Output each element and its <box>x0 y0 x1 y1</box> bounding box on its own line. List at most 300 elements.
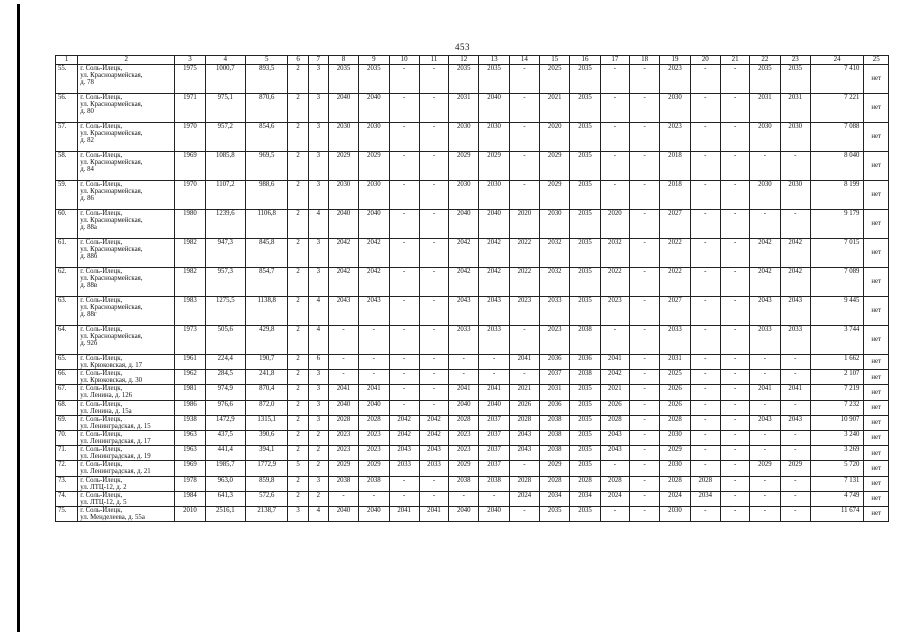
value-cell: - <box>389 297 419 326</box>
value-cell: - <box>630 94 660 123</box>
value-cell: - <box>389 326 419 355</box>
address-cell <box>78 476 175 491</box>
address-line: ул. Крюковская, д. 17 <box>80 362 143 370</box>
address-line: ул. Красноармейская, <box>80 304 143 312</box>
table-row <box>56 123 889 152</box>
value-cell: 2025 <box>540 65 570 94</box>
value-cell: 437,5 <box>205 430 245 445</box>
value-cell: 224,4 <box>205 355 245 370</box>
flag-cell: нет <box>864 415 889 430</box>
value-cell: 957,3 <box>205 268 245 297</box>
column-number-cell: 1 <box>56 56 78 65</box>
value-cell: 2023 <box>359 430 389 445</box>
value-cell: 2042 <box>780 268 810 297</box>
value-cell: 2037 <box>479 415 509 430</box>
address-line: г. Соль-Илецк, <box>80 446 123 454</box>
address-line: д. 84 <box>80 166 94 174</box>
value-cell: 2028 <box>359 415 389 430</box>
address-line: д. 88а <box>80 224 97 232</box>
value-cell: 2 <box>288 210 308 239</box>
value-cell: - <box>600 326 629 355</box>
value-cell: 2029 <box>660 446 690 461</box>
row-number: 70. <box>56 430 78 445</box>
value-cell: - <box>600 94 629 123</box>
value-cell: 2 <box>288 94 308 123</box>
value-cell: 2043 <box>449 297 479 326</box>
address-cell <box>78 326 175 355</box>
flag-cell: нет <box>864 385 889 400</box>
value-cell: 2043 <box>509 446 539 461</box>
value-cell: 1985,7 <box>205 461 245 476</box>
total-cost-cell: 7 410 <box>810 65 864 94</box>
row-number: 68. <box>56 400 78 415</box>
value-cell: 1982 <box>175 268 205 297</box>
value-cell: 2030 <box>660 94 690 123</box>
value-cell: - <box>449 355 479 370</box>
flag-cell: нет <box>864 355 889 370</box>
column-number-cell: 9 <box>359 56 389 65</box>
address-line: д. 92б <box>80 340 98 348</box>
value-cell: 2138,7 <box>246 506 288 521</box>
value-cell: - <box>690 326 720 355</box>
value-cell: 1978 <box>175 476 205 491</box>
value-cell: 2035 <box>570 239 600 268</box>
total-cost-cell: 3 744 <box>810 326 864 355</box>
total-cost-cell: 7 089 <box>810 268 864 297</box>
value-cell: - <box>509 181 539 210</box>
value-cell: - <box>690 65 720 94</box>
value-cell: - <box>690 430 720 445</box>
value-cell: 2038 <box>570 370 600 385</box>
value-cell: - <box>630 268 660 297</box>
value-cell: 2023 <box>328 430 358 445</box>
value-cell: 2030 <box>479 123 509 152</box>
total-cost-cell: 7 015 <box>810 239 864 268</box>
value-cell: - <box>750 506 780 521</box>
value-cell: 2042 <box>328 239 358 268</box>
value-cell: 2 <box>288 430 308 445</box>
table-row <box>56 65 889 94</box>
row-number: 67. <box>56 385 78 400</box>
value-cell: 859,8 <box>246 476 288 491</box>
value-cell: 572,6 <box>246 491 288 506</box>
value-cell: 4 <box>308 326 328 355</box>
value-cell: 2035 <box>359 65 389 94</box>
table-row <box>56 239 889 268</box>
value-cell: - <box>720 181 749 210</box>
table-row <box>56 506 889 521</box>
value-cell: 2030 <box>449 181 479 210</box>
table-row <box>56 370 889 385</box>
value-cell: - <box>720 430 749 445</box>
value-cell: 3 <box>308 370 328 385</box>
value-cell: - <box>720 210 749 239</box>
value-cell: - <box>509 94 539 123</box>
value-cell: 394,1 <box>246 446 288 461</box>
value-cell: - <box>600 181 629 210</box>
total-cost-cell: 9 445 <box>810 297 864 326</box>
address-line: ул. Ленинградская, д. 15 <box>80 422 151 430</box>
value-cell: 2024 <box>509 491 539 506</box>
value-cell: 2029 <box>449 152 479 181</box>
address-line: д. 88в <box>80 282 98 290</box>
address-cell <box>78 65 175 94</box>
row-number: 56. <box>56 94 78 123</box>
address-line: г. Соль-Илецк, <box>80 94 123 101</box>
address-cell <box>78 239 175 268</box>
value-cell: 2 <box>288 181 308 210</box>
value-cell: - <box>630 210 660 239</box>
row-number: 75. <box>56 506 78 521</box>
value-cell: 1973 <box>175 326 205 355</box>
column-number-cell: 12 <box>449 56 479 65</box>
column-number-cell: 17 <box>600 56 629 65</box>
value-cell: 2035 <box>328 65 358 94</box>
flag-cell: нет <box>864 65 889 94</box>
value-cell: 4 <box>308 210 328 239</box>
value-cell: 2028 <box>449 415 479 430</box>
column-number-cell: 7 <box>308 56 328 65</box>
value-cell: 976,6 <box>205 400 245 415</box>
value-cell: - <box>690 355 720 370</box>
address-line: д. 88г <box>80 311 97 319</box>
value-cell: 441,4 <box>205 446 245 461</box>
address-line: д. 86 <box>80 195 94 203</box>
value-cell: 1938 <box>175 415 205 430</box>
value-cell: - <box>750 370 780 385</box>
value-cell: 2042 <box>479 268 509 297</box>
value-cell: - <box>720 461 749 476</box>
value-cell: 2038 <box>359 476 389 491</box>
value-cell: 2042 <box>419 430 448 445</box>
value-cell: 2020 <box>600 210 629 239</box>
value-cell: 4 <box>308 506 328 521</box>
value-cell: - <box>600 123 629 152</box>
value-cell: 2035 <box>570 123 600 152</box>
value-cell: - <box>630 506 660 521</box>
value-cell: 2034 <box>690 491 720 506</box>
value-cell: 2040 <box>359 94 389 123</box>
table-row <box>56 430 889 445</box>
value-cell: 2041 <box>389 506 419 521</box>
value-cell: - <box>630 239 660 268</box>
total-cost-cell: 9 179 <box>810 210 864 239</box>
value-cell: 2041 <box>359 385 389 400</box>
value-cell: - <box>479 355 509 370</box>
value-cell: 969,5 <box>246 152 288 181</box>
address-line: ул. Ленинградская, д. 21 <box>80 468 151 476</box>
value-cell: - <box>690 123 720 152</box>
row-number: 61. <box>56 239 78 268</box>
value-cell: 2 <box>288 355 308 370</box>
address-line: д. 78 <box>80 79 94 87</box>
value-cell: 2023 <box>600 297 629 326</box>
value-cell: 2021 <box>600 385 629 400</box>
total-cost-cell: 8 199 <box>810 181 864 210</box>
flag-cell: нет <box>864 94 889 123</box>
value-cell: 2042 <box>359 268 389 297</box>
value-cell: 2038 <box>540 430 570 445</box>
value-cell: 2023 <box>509 297 539 326</box>
value-cell: - <box>419 385 448 400</box>
value-cell: - <box>509 152 539 181</box>
value-cell: 1971 <box>175 94 205 123</box>
value-cell: 3 <box>308 385 328 400</box>
value-cell: 3 <box>308 268 328 297</box>
value-cell: 2042 <box>328 268 358 297</box>
table-row <box>56 181 889 210</box>
value-cell: 1963 <box>175 430 205 445</box>
value-cell: 2030 <box>328 181 358 210</box>
value-cell: 2028 <box>509 476 539 491</box>
value-cell: - <box>720 326 749 355</box>
column-number-cell: 16 <box>570 56 600 65</box>
value-cell: - <box>720 239 749 268</box>
table-row <box>56 461 889 476</box>
value-cell: 2043 <box>600 430 629 445</box>
value-cell: 2033 <box>540 297 570 326</box>
column-number-cell: 11 <box>419 56 448 65</box>
value-cell: - <box>389 385 419 400</box>
address-cell <box>78 446 175 461</box>
value-cell: 1963 <box>175 446 205 461</box>
value-cell: - <box>509 326 539 355</box>
value-cell: 3 <box>308 400 328 415</box>
table-row <box>56 491 889 506</box>
value-cell: 2026 <box>600 400 629 415</box>
value-cell: 2042 <box>449 268 479 297</box>
value-cell: - <box>690 415 720 430</box>
value-cell: 2041 <box>419 506 448 521</box>
value-cell: 1085,8 <box>205 152 245 181</box>
value-cell: - <box>359 491 389 506</box>
value-cell: 2029 <box>359 461 389 476</box>
column-number-cell: 13 <box>479 56 509 65</box>
value-cell: - <box>479 370 509 385</box>
value-cell: - <box>630 461 660 476</box>
value-cell: 2024 <box>600 491 629 506</box>
value-cell: 3 <box>308 123 328 152</box>
value-cell: 2022 <box>509 268 539 297</box>
address-line: ул. Красноармейская, <box>80 217 143 225</box>
value-cell: - <box>389 123 419 152</box>
value-cell: 872,0 <box>246 400 288 415</box>
address-cell <box>78 461 175 476</box>
row-number: 55. <box>56 65 78 94</box>
value-cell: - <box>600 461 629 476</box>
value-cell: 3 <box>288 506 308 521</box>
address-line: ул. Ленина, д. 126 <box>80 392 133 400</box>
address-cell <box>78 506 175 521</box>
address-line: г. Соль-Илецк, <box>80 370 123 378</box>
column-number-header <box>56 56 889 65</box>
value-cell: 975,1 <box>205 94 245 123</box>
value-cell: - <box>389 355 419 370</box>
value-cell: 2036 <box>570 355 600 370</box>
value-cell: 845,8 <box>246 239 288 268</box>
value-cell: 2040 <box>479 400 509 415</box>
address-line: ул. Красноармейская, <box>80 333 143 341</box>
value-cell: - <box>720 400 749 415</box>
address-line: г. Соль-Илецк, <box>80 297 123 304</box>
value-cell: - <box>419 123 448 152</box>
value-cell: 870,4 <box>246 385 288 400</box>
value-cell: 2037 <box>540 370 570 385</box>
value-cell: 2035 <box>570 385 600 400</box>
row-number: 69. <box>56 415 78 430</box>
value-cell: 2030 <box>660 506 690 521</box>
value-cell: - <box>780 430 810 445</box>
value-cell: 2028 <box>660 476 690 491</box>
value-cell: 2035 <box>570 446 600 461</box>
total-cost-cell: 1 662 <box>810 355 864 370</box>
value-cell: 2023 <box>660 123 690 152</box>
value-cell: 4 <box>308 297 328 326</box>
value-cell: - <box>419 370 448 385</box>
value-cell: - <box>780 491 810 506</box>
value-cell: 2040 <box>449 400 479 415</box>
table-row <box>56 385 889 400</box>
value-cell: 2028 <box>570 476 600 491</box>
value-cell: - <box>690 268 720 297</box>
value-cell: 2042 <box>419 415 448 430</box>
value-cell: 2022 <box>660 268 690 297</box>
row-number: 66. <box>56 370 78 385</box>
value-cell: 2043 <box>419 446 448 461</box>
value-cell: 2040 <box>359 400 389 415</box>
address-line: г. Соль-Илецк, <box>80 123 123 130</box>
column-number-cell: 24 <box>810 56 864 65</box>
value-cell: 854,6 <box>246 123 288 152</box>
flag-cell: нет <box>864 239 889 268</box>
value-cell: 947,3 <box>205 239 245 268</box>
value-cell: 1000,7 <box>205 65 245 94</box>
value-cell: 1106,8 <box>246 210 288 239</box>
value-cell: 2040 <box>328 210 358 239</box>
value-cell: 2023 <box>449 446 479 461</box>
value-cell: 3 <box>308 65 328 94</box>
value-cell: - <box>690 385 720 400</box>
value-cell: - <box>690 239 720 268</box>
value-cell: 2040 <box>449 506 479 521</box>
value-cell: 241,8 <box>246 370 288 385</box>
value-cell: 2038 <box>570 326 600 355</box>
value-cell: 2043 <box>750 415 780 430</box>
value-cell: 2035 <box>570 415 600 430</box>
address-line: ул. Менделеева, д. 55а <box>80 513 145 521</box>
value-cell: 2043 <box>780 297 810 326</box>
value-cell: 963,0 <box>205 476 245 491</box>
address-line: ул. Ленинградская, д. 17 <box>80 438 151 446</box>
address-cell <box>78 370 175 385</box>
value-cell: - <box>720 370 749 385</box>
value-cell: 2031 <box>750 94 780 123</box>
value-cell: 1986 <box>175 400 205 415</box>
value-cell: - <box>389 268 419 297</box>
column-number-cell: 14 <box>509 56 539 65</box>
value-cell: 2040 <box>449 210 479 239</box>
value-cell: 2042 <box>600 370 629 385</box>
value-cell: 2029 <box>540 461 570 476</box>
value-cell: - <box>479 491 509 506</box>
value-cell: 2043 <box>359 297 389 326</box>
row-number: 65. <box>56 355 78 370</box>
value-cell: 2028 <box>600 415 629 430</box>
value-cell: - <box>690 94 720 123</box>
value-cell: 2020 <box>509 210 539 239</box>
address-cell <box>78 268 175 297</box>
value-cell: - <box>389 239 419 268</box>
value-cell: 2 <box>308 491 328 506</box>
value-cell: 2022 <box>509 239 539 268</box>
value-cell: - <box>419 210 448 239</box>
value-cell: - <box>630 297 660 326</box>
value-cell: 2032 <box>540 239 570 268</box>
value-cell: - <box>419 94 448 123</box>
value-cell: 2033 <box>479 326 509 355</box>
value-cell: 2 <box>308 461 328 476</box>
flag-cell: нет <box>864 491 889 506</box>
value-cell: 2026 <box>509 400 539 415</box>
value-cell: 2 <box>288 152 308 181</box>
value-cell: - <box>690 181 720 210</box>
value-cell: 2035 <box>570 210 600 239</box>
address-line: д. 82 <box>80 137 94 145</box>
value-cell: 2 <box>288 123 308 152</box>
value-cell: 429,8 <box>246 326 288 355</box>
value-cell: 2042 <box>359 239 389 268</box>
value-cell: - <box>600 152 629 181</box>
value-cell: 2030 <box>660 430 690 445</box>
value-cell: 2040 <box>479 506 509 521</box>
address-line: ул. Крюковская, д. 30 <box>80 377 143 385</box>
value-cell: 3 <box>308 94 328 123</box>
total-cost-cell: 7 088 <box>810 123 864 152</box>
value-cell: - <box>630 181 660 210</box>
value-cell: 2035 <box>570 181 600 210</box>
value-cell: 957,2 <box>205 123 245 152</box>
address-line: г. Соль-Илецк, <box>80 210 123 217</box>
value-cell: 1315,1 <box>246 415 288 430</box>
value-cell: 1983 <box>175 297 205 326</box>
value-cell: 2041 <box>328 385 358 400</box>
value-cell: 1984 <box>175 491 205 506</box>
value-cell: 2027 <box>660 297 690 326</box>
value-cell: 2043 <box>780 415 810 430</box>
table-row <box>56 355 889 370</box>
value-cell: 2042 <box>479 239 509 268</box>
flag-cell: нет <box>864 370 889 385</box>
value-cell: - <box>389 400 419 415</box>
value-cell: 2035 <box>750 65 780 94</box>
address-line: г. Соль-Илецк, <box>80 400 123 408</box>
flag-cell: нет <box>864 268 889 297</box>
value-cell: 641,3 <box>205 491 245 506</box>
address-line: ул. Красноармейская, <box>80 130 143 138</box>
value-cell: 2025 <box>660 370 690 385</box>
address-line: ул. Красноармейская, <box>80 101 143 109</box>
address-line: г. Соль-Илецк, <box>80 355 123 362</box>
binding-edge-bar <box>17 4 20 632</box>
value-cell: 2029 <box>540 152 570 181</box>
value-cell: 505,6 <box>205 326 245 355</box>
register-table <box>55 55 889 522</box>
value-cell: - <box>780 476 810 491</box>
column-number-cell: 3 <box>175 56 205 65</box>
value-cell: 2 <box>288 370 308 385</box>
column-number-cell: 22 <box>750 56 780 65</box>
total-cost-cell: 11 674 <box>810 506 864 521</box>
